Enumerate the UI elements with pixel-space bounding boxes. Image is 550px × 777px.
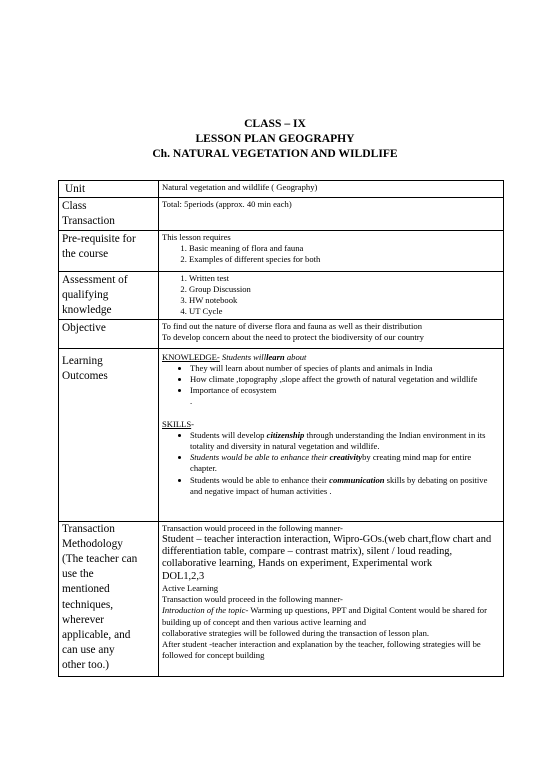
objective-value: To find out the nature of diverse flora and fauna as well as their distribution To develop concern about the need to protect the biodiversity of our country [159,319,504,348]
list-item: • How climate ,topography ,slope affect the growth of natural vegetation and wildlife [190,374,500,385]
knowledge-intro: KNOWLEDGE- Students willlearn about [162,351,307,362]
table-row-unit [59,181,504,198]
methodology-label: Transaction Methodology (The teacher can use the mentioned techniques, wherever applicable, and can use any other too.) [59,521,159,676]
learning-outcomes-value [159,348,504,521]
learning-outcomes-label: Learning Outcomes [59,348,159,521]
list-item: 1. Basic meaning of flora and fauna [189,243,500,254]
table-row-class-transaction [59,198,504,230]
objective-label: Objective [59,319,159,348]
prerequisite-list [162,243,500,265]
list-item: • Students would be able to enhance their creativityby creating mind map for entire chapter. [190,452,500,474]
class-transaction-value: Total: 5periods (approx. 40 min each) [159,198,504,230]
class-heading: CLASS – IX [244,117,306,130]
table-row-learning-outcomes [59,348,504,521]
unit-value: Natural vegetation and wildlife ( Geography) [159,181,504,198]
list-item: 2. Examples of different species for both [189,254,500,265]
list-item: • Students would be able to enhance their communication skills by debating on positive and negative impact of human activities . [190,475,500,497]
unit-label: Unit [59,181,159,198]
stray-dot: . [190,396,193,407]
list-item: 3. HW notebook [189,295,500,306]
list-item: 1. Written test [189,273,500,284]
list-item: • They will learn about number of species of plants and animals in India [190,363,500,374]
list-item: 4. UT Cycle [189,306,500,317]
prerequisite-label: Pre-requisite for the course [59,230,159,271]
table-row-assessment [59,271,504,319]
skills-heading: SKILLS- [162,418,195,429]
list-item: • Importance of ecosystem [190,385,500,396]
assessment-label: Assessment of qualifying knowledge [59,271,159,319]
lesson-plan-table [58,180,504,677]
table-row-methodology [59,521,504,676]
assessment-list [162,273,500,318]
class-transaction-label: Class Transaction [59,198,159,230]
prerequisite-value: This lesson requires 1. Basic meaning of flora and fauna 2. Examples of different species for both [159,230,504,271]
knowledge-list [162,363,500,397]
list-item: • Students will develop citizenship through understanding the Indian environment in its totality and diversity in natural vegetation and wildlife. [190,430,500,452]
table-row-prerequisite [59,230,504,271]
document-title-block [0,116,550,161]
chapter-heading: Ch. NATURAL VEGETATION AND WILDLIFE [152,147,398,160]
skills-list [162,430,500,497]
table-row-objective [59,319,504,348]
lesson-plan-heading: LESSON PLAN GEOGRAPHY [195,132,355,145]
methodology-value: Transaction would proceed in the following manner- Student – teacher interaction interaction, Wipro-GOs.(web chart,flow chart and differentiation table, compare – contrast matrix), silent / loud reading, collaborative learning, Hands on experiment, Experimental work DOL1,2,3 Active Learning Transaction would proceed in the following manner- Introduction of the topic- Warming up questions, PPT and Digital Content would be shared for building up of concept and then various active learning and collaborative strategies will be followed during the transaction of lesson plan. After student -teacher interaction and explanation by the teacher, following strategies will be followed for concept building [159,521,504,676]
list-item: 2. Group Discussion [189,284,500,295]
assessment-value [159,271,504,319]
